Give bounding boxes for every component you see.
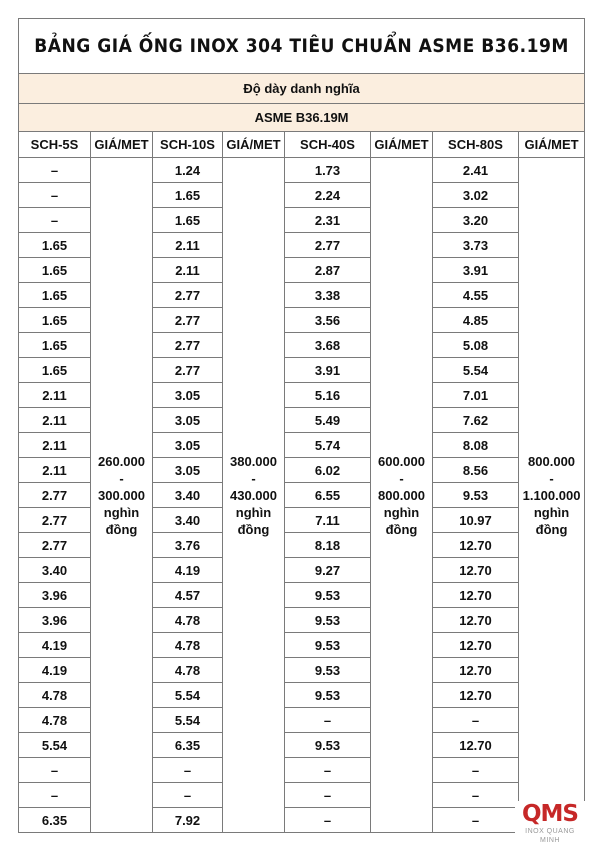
nominal-thickness-header: Độ dày danh nghĩa (19, 74, 585, 104)
thickness-cell: 4.57 (153, 583, 223, 608)
thickness-cell: 5.54 (153, 708, 223, 733)
thickness-cell: 2.11 (19, 433, 91, 458)
thickness-cell: 12.70 (433, 583, 519, 608)
thickness-cell: 9.53 (285, 658, 371, 683)
thickness-cell: 6.55 (285, 483, 371, 508)
thickness-cell: 9.53 (285, 633, 371, 658)
thickness-cell: 7.62 (433, 408, 519, 433)
price-cell (91, 158, 153, 833)
thickness-cell: 12.70 (433, 633, 519, 658)
thickness-cell: – (19, 208, 91, 233)
thickness-cell: 2.11 (153, 258, 223, 283)
thickness-cell: 4.19 (19, 658, 91, 683)
table-title: BẢNG GIÁ ỐNG INOX 304 TIÊU CHUẨN ASME B36.19M (19, 19, 585, 74)
qms-logo (515, 801, 585, 844)
thickness-cell: – (433, 758, 519, 783)
price-line: 380.000 (230, 453, 277, 469)
thickness-cell: 1.65 (19, 358, 91, 383)
price-line: 300.000 (98, 487, 145, 503)
thickness-cell: 3.05 (153, 458, 223, 483)
thickness-cell: 3.40 (19, 558, 91, 583)
thickness-cell: 4.78 (153, 633, 223, 658)
price-line: - (549, 470, 554, 486)
price-line: - (251, 470, 256, 486)
thickness-cell: 1.65 (19, 308, 91, 333)
thickness-cell: 3.73 (433, 233, 519, 258)
col-header-price-4: GIÁ/MET (519, 132, 585, 158)
logo-subtext: INOX QUANG MINH (525, 828, 575, 844)
thickness-cell: 3.91 (433, 258, 519, 283)
price-line: nghìn (235, 504, 272, 520)
thickness-cell: 12.70 (433, 733, 519, 758)
price-line: nghìn (533, 504, 570, 520)
logo-mark: QMS (521, 801, 578, 827)
thickness-cell: – (433, 808, 519, 833)
thickness-cell: 2.77 (19, 508, 91, 533)
col-header-sch80s: SCH-80S (433, 132, 519, 158)
thickness-cell: – (19, 783, 91, 808)
thickness-cell: 5.54 (433, 358, 519, 383)
thickness-cell: 2.77 (153, 358, 223, 383)
price-line: 800.000 (378, 487, 425, 503)
thickness-cell: – (285, 708, 371, 733)
thickness-cell: 8.18 (285, 533, 371, 558)
thickness-cell: – (19, 183, 91, 208)
price-line: 260.000 (98, 453, 145, 469)
thickness-cell: – (285, 783, 371, 808)
thickness-cell: 2.77 (19, 483, 91, 508)
thickness-cell: 3.05 (153, 383, 223, 408)
thickness-cell: 4.19 (19, 633, 91, 658)
price-line: - (119, 470, 124, 486)
price-cell (519, 158, 585, 833)
thickness-cell: 9.53 (433, 483, 519, 508)
thickness-cell: 6.35 (153, 733, 223, 758)
col-header-sch10s: SCH-10S (153, 132, 223, 158)
thickness-cell: 12.70 (433, 558, 519, 583)
thickness-cell: 1.65 (153, 183, 223, 208)
thickness-cell: 2.77 (19, 533, 91, 558)
thickness-cell: 7.11 (285, 508, 371, 533)
thickness-cell: 4.55 (433, 283, 519, 308)
price-cell (371, 158, 433, 833)
price-line: 600.000 (378, 453, 425, 469)
thickness-cell: 3.40 (153, 508, 223, 533)
thickness-cell: 12.70 (433, 608, 519, 633)
price-cell (223, 158, 285, 833)
thickness-cell: 8.56 (433, 458, 519, 483)
thickness-cell: 5.16 (285, 383, 371, 408)
thickness-cell: 1.65 (153, 208, 223, 233)
col-header-price-2: GIÁ/MET (223, 132, 285, 158)
thickness-cell: 2.41 (433, 158, 519, 183)
price-line: 1.100.000 (522, 487, 581, 503)
thickness-cell: 1.24 (153, 158, 223, 183)
col-header-price-3: GIÁ/MET (371, 132, 433, 158)
price-line: nghìn (383, 504, 420, 520)
table-body (19, 158, 585, 833)
thickness-cell: 3.05 (153, 433, 223, 458)
thickness-cell: 3.56 (285, 308, 371, 333)
thickness-cell: – (433, 708, 519, 733)
thickness-cell: – (285, 758, 371, 783)
thickness-cell: 3.96 (19, 583, 91, 608)
price-line: đồng (237, 521, 270, 537)
thickness-cell: – (19, 758, 91, 783)
price-line: nghìn (103, 504, 140, 520)
thickness-cell: 4.78 (19, 708, 91, 733)
thickness-cell: 12.70 (433, 533, 519, 558)
thickness-cell: 9.27 (285, 558, 371, 583)
thickness-cell: 4.19 (153, 558, 223, 583)
thickness-cell: 9.53 (285, 683, 371, 708)
col-header-sch5s: SCH-5S (19, 132, 91, 158)
thickness-cell: 2.77 (153, 308, 223, 333)
thickness-cell: 12.70 (433, 683, 519, 708)
thickness-cell: 3.20 (433, 208, 519, 233)
thickness-cell: 3.40 (153, 483, 223, 508)
thickness-cell: 1.65 (19, 283, 91, 308)
table-row (19, 158, 585, 183)
thickness-cell: 5.08 (433, 333, 519, 358)
price-line: 800.000 (528, 453, 576, 469)
thickness-cell: 2.77 (153, 333, 223, 358)
price-line: đồng (385, 521, 418, 537)
price-table (18, 18, 585, 833)
thickness-cell: 10.97 (433, 508, 519, 533)
thickness-cell: 4.78 (153, 658, 223, 683)
thickness-cell: 1.73 (285, 158, 371, 183)
thickness-cell: – (19, 158, 91, 183)
thickness-cell: 2.77 (153, 283, 223, 308)
thickness-cell: 4.78 (153, 608, 223, 633)
thickness-cell: 6.35 (19, 808, 91, 833)
thickness-cell: 1.65 (19, 333, 91, 358)
thickness-cell: 9.53 (285, 608, 371, 633)
thickness-cell: 5.54 (19, 733, 91, 758)
thickness-cell: 9.53 (285, 733, 371, 758)
thickness-cell: 2.11 (153, 233, 223, 258)
thickness-cell: 5.49 (285, 408, 371, 433)
thickness-cell: 7.92 (153, 808, 223, 833)
price-sheet (18, 18, 584, 833)
thickness-cell: – (285, 808, 371, 833)
thickness-cell: 3.96 (19, 608, 91, 633)
thickness-cell: 2.11 (19, 408, 91, 433)
col-header-price-1: GIÁ/MET (91, 132, 153, 158)
price-line: 430.000 (230, 487, 277, 503)
thickness-cell: – (153, 783, 223, 808)
thickness-cell: 7.01 (433, 383, 519, 408)
thickness-cell: 5.54 (153, 683, 223, 708)
thickness-cell: 12.70 (433, 658, 519, 683)
thickness-cell: 9.53 (285, 583, 371, 608)
thickness-cell: – (153, 758, 223, 783)
column-header-row (19, 132, 585, 158)
thickness-cell: 3.68 (285, 333, 371, 358)
price-line: đồng (535, 521, 568, 537)
thickness-cell: 2.87 (285, 258, 371, 283)
thickness-cell: 3.76 (153, 533, 223, 558)
thickness-cell: 3.38 (285, 283, 371, 308)
thickness-cell: 8.08 (433, 433, 519, 458)
thickness-cell: 2.11 (19, 383, 91, 408)
thickness-cell: 6.02 (285, 458, 371, 483)
price-line: đồng (105, 521, 138, 537)
col-header-sch40s: SCH-40S (285, 132, 371, 158)
thickness-cell: 3.02 (433, 183, 519, 208)
standard-header: ASME B36.19M (19, 104, 585, 132)
thickness-cell: 4.85 (433, 308, 519, 333)
thickness-cell: 3.05 (153, 408, 223, 433)
price-line: - (399, 470, 404, 486)
thickness-cell: – (433, 783, 519, 808)
thickness-cell: 2.24 (285, 183, 371, 208)
thickness-cell: 2.11 (19, 458, 91, 483)
thickness-cell: 5.74 (285, 433, 371, 458)
thickness-cell: 1.65 (19, 233, 91, 258)
thickness-cell: 3.91 (285, 358, 371, 383)
thickness-cell: 1.65 (19, 258, 91, 283)
thickness-cell: 4.78 (19, 683, 91, 708)
thickness-cell: 2.31 (285, 208, 371, 233)
thickness-cell: 2.77 (285, 233, 371, 258)
